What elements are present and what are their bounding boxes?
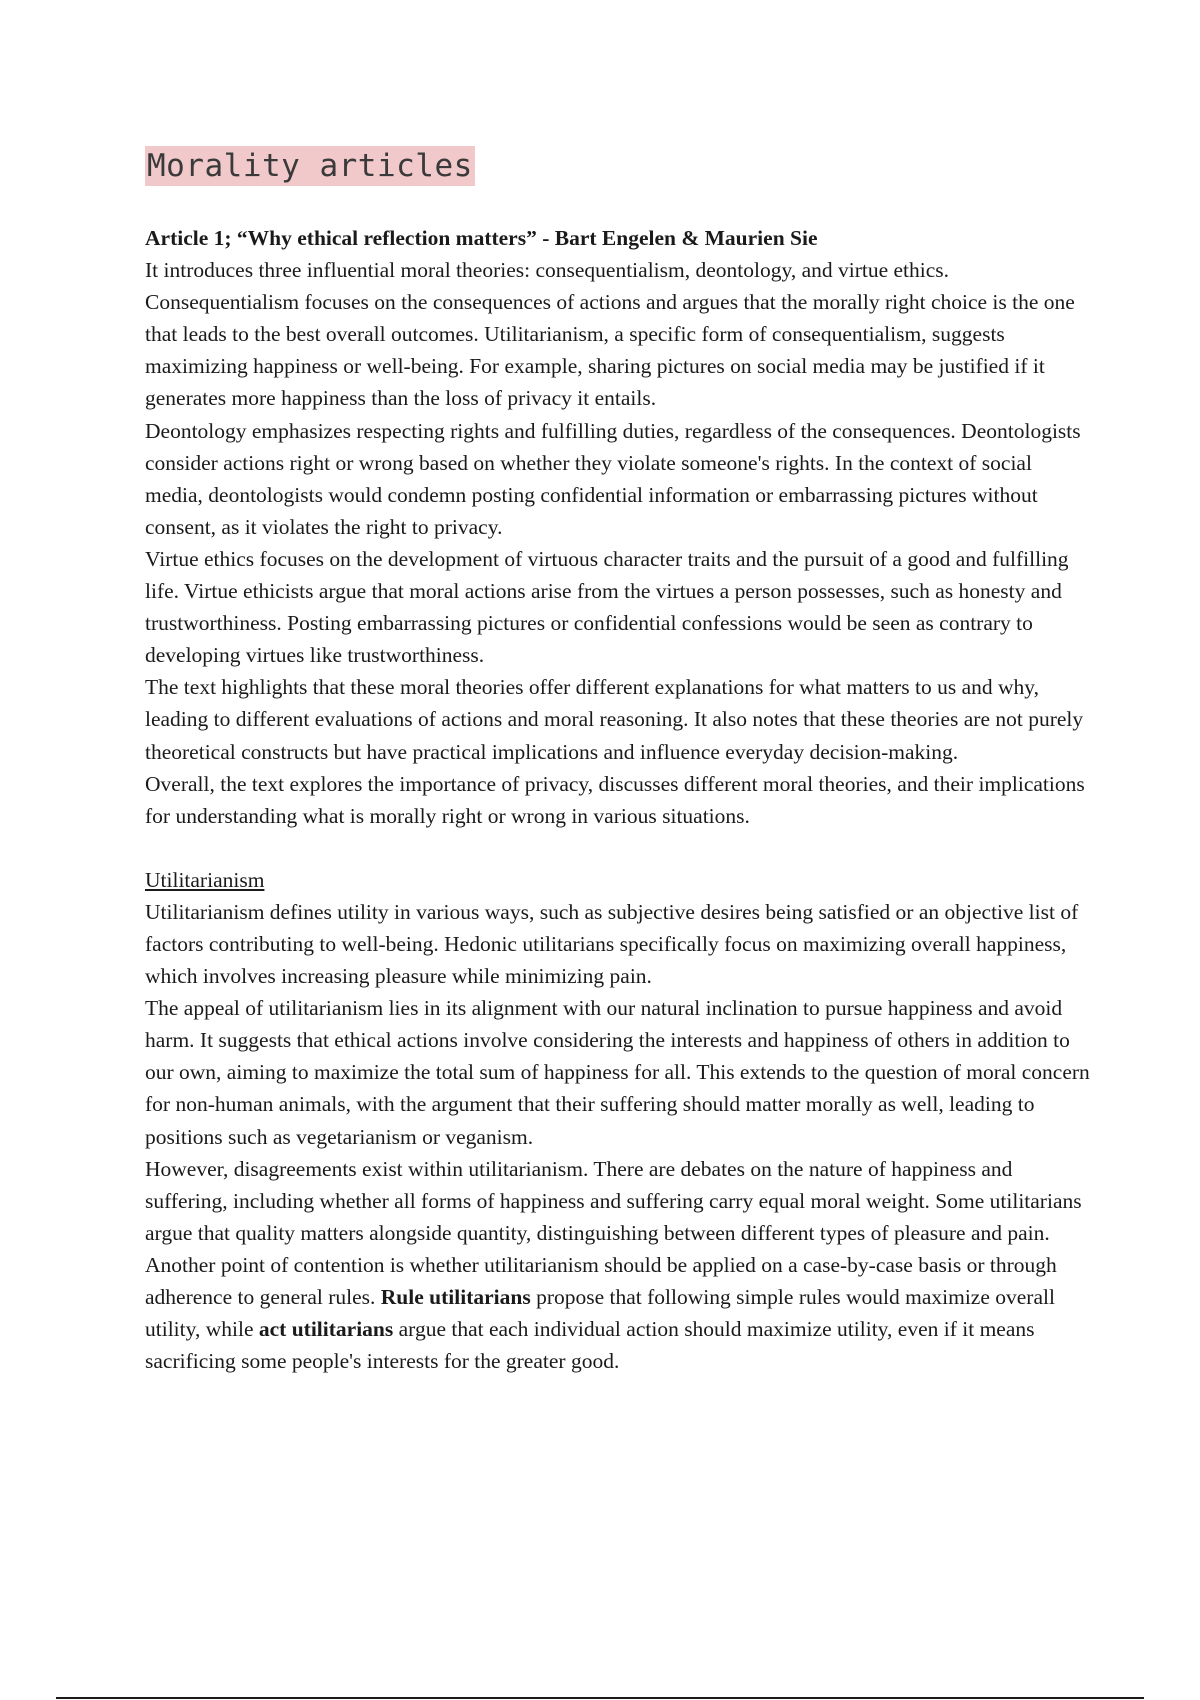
utilitarianism-paragraph-appeal: The appeal of utilitarianism lies in its alignment with our natural inclination to pursue happiness and avoid harm. It suggests that ethical actions involve considering the interests and happiness of others in addition to our own, aiming to maximize the total sum of happiness for all. This extends to the question of moral concern for non-human animals, with the argument that their suffering should matter morally as well, leading to positions such as vegetarianism or veganism. [145, 996, 1090, 1149]
bottom-divider [56, 1697, 1144, 1699]
disagreements-text-2: propose that following simple rules would maximize overall utility, while [145, 1285, 1055, 1342]
article-paragraph-deontology: Deontology emphasizes respecting rights and fulfilling duties, regardless of the consequences. Deontologists consider actions right or wrong based on whether they violate someone's rights. In the context of social media, deontologists would condemn posting confidential information or embarrassing pictures without consent, as it violates the right to privacy. [145, 418, 1081, 539]
article-paragraph-virtue-ethics: Virtue ethics focuses on the development of virtuous character traits and the pursuit of a good and fulfilling life. Virtue ethicists argue that moral actions arise from the virtues a person possesses, such as honesty and trustworthiness. Posting embarrassing pictures or confidential confessions would be seen as contrary to developing virtues like trustworthiness. [145, 546, 1069, 668]
page-title: Morality articles [147, 148, 473, 184]
section-spacer [145, 832, 1090, 864]
utilitarianism-paragraph-definition: Utilitarianism defines utility in various ways, such as subjective desires being satisfied or an objective list of factors contributing to well-being. Hedonic utilitarians specifically focus on maximizing overall happiness, which involves increasing pleasure while minimizing pain. [145, 899, 1079, 989]
article-paragraph-theories: The text highlights that these moral theories offer different explanations for what matters to us and why, leading to different evaluations of actions and moral reasoning. It also notes that these theories are not purely theoretical constructs but have practical implications and influence everyday decision-making. [145, 675, 1084, 764]
disagreements-text-1: However, disagreements exist within utilitarianism. There are debates on the nature of happiness and suffering, including whether all forms of happiness and suffering carry equal moral weight. Some utilitarians argue that quality matters alongside quantity, distinguishing between different types of pleasure and pain. Another point of contention is whether utilitarianism should be applied on a case-by-case basis or through adherence to general rules. [145, 1156, 1082, 1309]
article-paragraph-intro: It introduces three influential moral theories: consequentialism, deontology, and virtue ethics. Consequentialism focuses on the consequences of actions and argues that the morally right choice is the one that leads to the best overall outcomes. Utilitarianism, a specific form of consequentialism, suggests maximizing happiness or well-being. For example, sharing pictures on social media may be justified if it generates more happiness than the loss of privacy it entails. [145, 258, 1075, 411]
utilitarianism-heading-line [145, 864, 1090, 896]
disagreements-text-3: argue that each individual action should maximize utility, even if it means sacrificing some people's interests for the greater good. [145, 1317, 1035, 1374]
article-heading: Article 1; “Why ethical reflection matters” - Bart Engelen & Maurien Sie [145, 226, 818, 250]
document-body [145, 222, 1090, 1377]
act-utilitarians-term: act utilitarians [258, 1317, 394, 1342]
utilitarianism-heading: Utilitarianism [145, 867, 265, 892]
utilitarianism-paragraph-disagreements [145, 1153, 1090, 1378]
article-paragraph-overall: Overall, the text explores the importance of privacy, discusses different moral theories, and their implications for understanding what is morally right or wrong in various situations. [145, 771, 1085, 828]
rule-utilitarians-term: Rule utilitarians [380, 1285, 531, 1309]
